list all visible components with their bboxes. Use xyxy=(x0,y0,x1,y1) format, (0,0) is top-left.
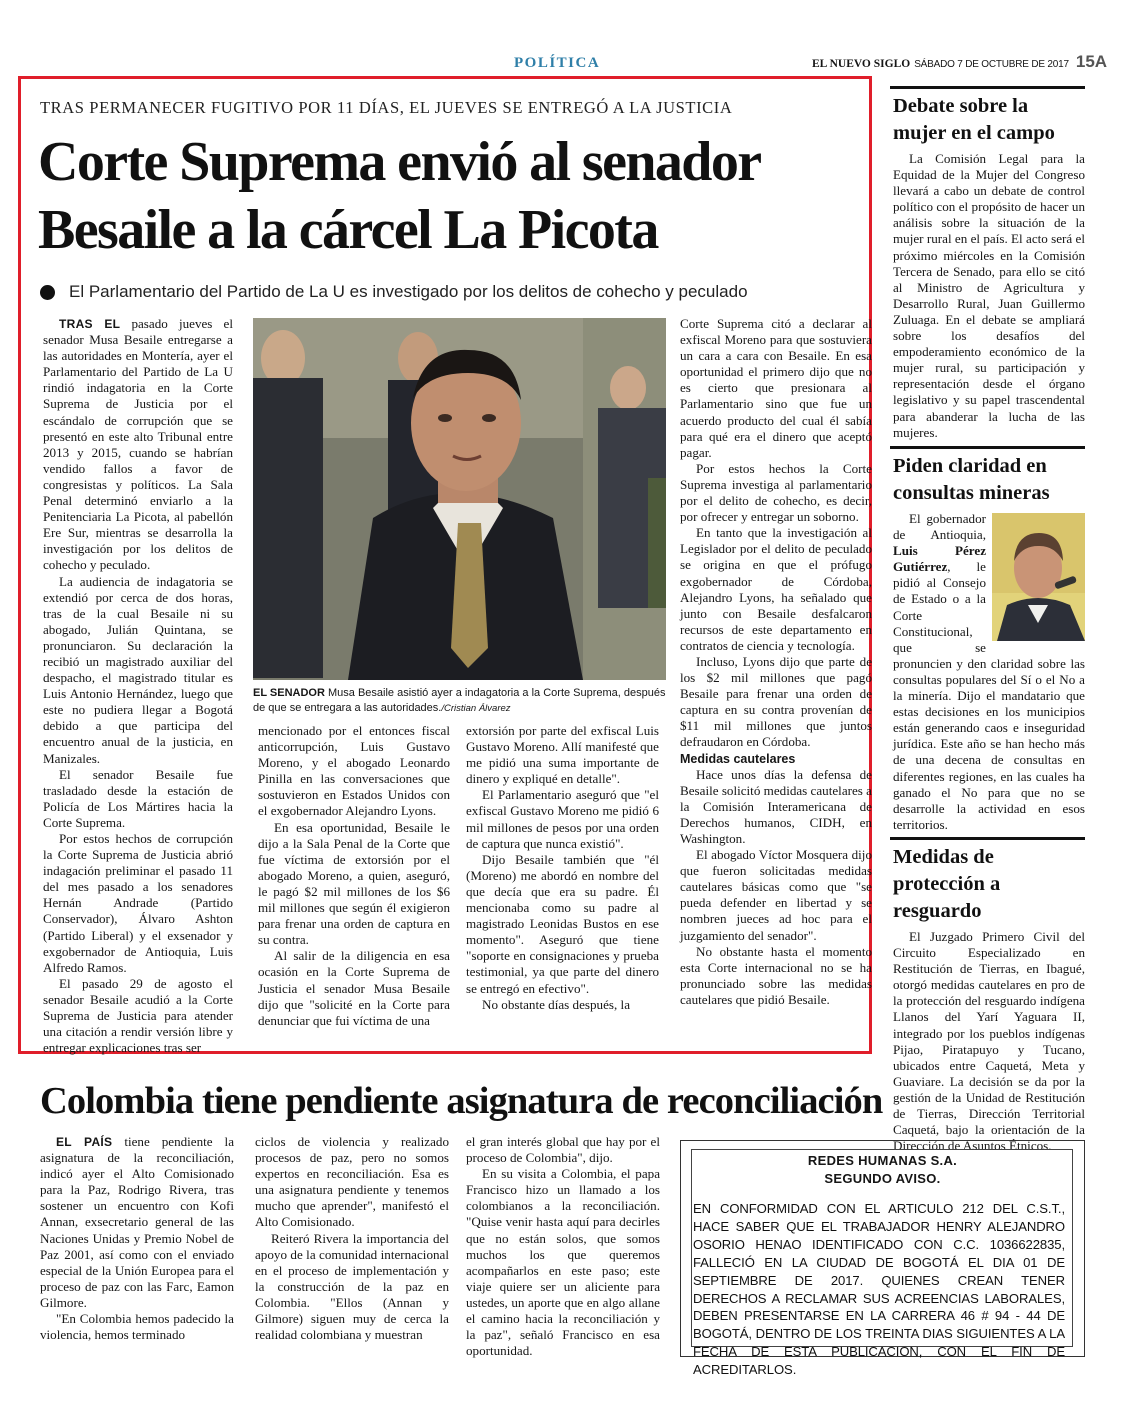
article-lead-in: EL PAÍS xyxy=(56,1135,113,1149)
page-number: 15A xyxy=(1075,52,1108,71)
article-paragraph: En esa oportunidad, Besaile le dijo a la Sala Penal de la Corte que fue víctima de extorsión por el abogado Moreno, a quien, aseguró, le pagó $2 mil millones de los $6 mil millones que según él exigieron para frenar una orden de captura en su contra. xyxy=(258,819,450,948)
sidebar-story-mining xyxy=(893,453,1085,833)
article-paragraph: No obstante días después, la xyxy=(482,996,631,1012)
article-paragraph: el gran interés global que hay por el proceso de Colombia", dijo. xyxy=(466,1134,660,1166)
article-column-3 xyxy=(466,723,659,1013)
article-paragraph: ciclos de violencia y realizado procesos de paz, pero no somos expertos en reconciliación. Esa es una asignatura pendiente y tenemos mucho que aprender", manifestó el Alto Comisionado. xyxy=(255,1134,449,1230)
deck-text: El Parlamentario del Partido de La U es investigado por los delitos de cohecho y peculado xyxy=(69,282,748,301)
sidebar-story-debate xyxy=(893,93,1085,441)
photo-governor-illustration xyxy=(992,513,1085,641)
article-deck xyxy=(40,282,748,302)
article-paragraph: extorsión por parte del exfiscal Luis Gustavo Moreno. Allí manifesté que me pidió una suma importante de dinero y expliqué en detalle". xyxy=(466,723,659,787)
article-paragraph: Dijo Besaile también que "él (Moreno) me abordó en nombre del que decía que era su padre. Él mencionaba como su padre al magistrado Leonidas Bustos en ese momento". Aseguró que tiene "soporte en consignaciones y prueba testimonial, ya que parte del dinero se entregó en efectivo". xyxy=(466,851,659,996)
article-paragraph: Al salir de la diligencia en esa ocasión en la Corte Suprema de Justicia el senador Musa Besaile dijo que "solicité en la Corte para denunciar que fui víctima de una xyxy=(258,948,450,1028)
sidebar-rule xyxy=(890,446,1085,449)
article-paragraph: No obstante hasta el momento esta Corte internacional no se ha pronunciado sobre las medidas cautelares que pidió Besaile. xyxy=(680,943,872,1007)
article-paragraph: En su visita a Colombia, el papa Francisco hizo un llamado a los colombianos a la reconciliación. "Quise venir hasta aquí para decirles que no están solos, que somos muchos los que queremos acompañarlos en este paso; este viaje quiere ser un aliciente para ustedes, un aporte que en algo allane el camino hacia la reconciliación y la paz", señaló Francisco en esa oportunidad. xyxy=(466,1166,660,1359)
sidebar-rule xyxy=(890,837,1085,840)
article-paragraph: Incluso, Lyons dijo que parte de los $2 mil millones que pagó Besaile para frenar una orden de captura en su contra provenían de $11 mil millones que juntos defraudaron en Córdoba. xyxy=(680,653,872,750)
photo-senator-illustration xyxy=(253,318,666,680)
sidebar-story-title: Medidas de protección a resguardo xyxy=(893,846,1001,922)
sidebar-rule xyxy=(890,86,1085,89)
article-lead-in: TRAS EL xyxy=(59,317,121,331)
article-column-1 xyxy=(43,316,233,1056)
article-column-2 xyxy=(258,723,450,1029)
notice-title-1: REDES HUMANAS S.A. xyxy=(807,1153,958,1168)
section-label: POLÍTICA xyxy=(514,55,601,71)
article-paragraph: Por estos hechos la Corte Suprema investiga al parlamentario por el delito de cohecho, es decir, por ofrecer y entregar un soborno. xyxy=(680,460,872,525)
article-paragraph: En tanto que la investigación al Legislador por el delito de peculado se origina en que el prófugo exgobernador de Córdoba, Alejandro Lyons, ha señalado que junto con Besaile desfalcaron recursos de este departamento en contratos de ciencia y tecnología. xyxy=(680,525,872,653)
second-article-headline: Colombia tiene pendiente asignatura de reconciliación xyxy=(40,1080,883,1122)
article-kicker: TRAS PERMANECER FUGITIVO POR 11 DÍAS, EL JUEVES SE ENTREGÓ A LA JUSTICIA xyxy=(40,98,733,117)
article-headline xyxy=(38,128,761,264)
sidebar-story-title: Piden claridad en consultas mineras xyxy=(893,455,1050,504)
article-column-4 xyxy=(680,316,872,1008)
article-paragraph: mencionado por el entonces fiscal anticorrupción, Luis Gustavo Moreno, y el abogado Leonardo Pinilla en las conversaciones que sostuvieron en Estados Unidos con el exgobernador Alejandro Lyons. xyxy=(258,723,450,819)
sidebar-story-body: El gobernador de Antioquia, Luis Pérez Gutiérrez, le pidió al Consejo de Estado o a la Corte Constitucional, que se pronuncien y den claridad sobre las consultas populares del Sí o el No a la minería. Dijo el mandatario que estas decisiones en los municipios están generando caos e inseguridad jurídica. Este año se han hecho más de una decena de consultas en diferentes regiones, en las cuales ha ganado el No para que no se desarrolle la actividad en esos territorios. xyxy=(893,511,1085,832)
article-paragraph: Hace unos días la defensa de Besaile solicitó medidas cautelares a la Comisión Interamericana de Derechos humanos, CIDH, en Washington. xyxy=(680,766,872,846)
article-paragraph: El Parlamentario aseguró que "el exfiscal Gustavo Moreno me pidió 6 mil millones de pesos por una orden de captura que nunca existió". xyxy=(466,787,659,851)
article-paragraph: EL PAÍS tiene pendiente la asignatura de la reconciliación, indicó ayer el Alto Comisionado para la Paz, Rodrigo Rivera, tras sostener un encuentro con Kofi Annan, exsecretario general de las Naciones Unidas y Premio Nobel de Paz 2001, así como con el enviado especial de la Unión Europea para el proceso de paz con las Farc, Eamon Gilmore. xyxy=(40,1134,235,1310)
newspaper-name: EL NUEVO SIGLO xyxy=(812,58,911,70)
photo-credit: /Cristian Álvarez xyxy=(441,702,511,714)
caption-text: Musa Besaile asistió ayer a indagatoria a la Corte Suprema, después de que se entregara a las autoridades. xyxy=(253,687,666,714)
bullet-dot-icon xyxy=(40,285,55,300)
article-paragraph: "En Colombia hemos padecido la violencia, hemos terminado xyxy=(40,1311,234,1343)
article-paragraph: El pasado 29 de agosto el senador Besaile acudió a la Corte Suprema de Justicia para atender una citación a rendir versión libre y entregar explicaciones tras ser xyxy=(43,975,233,1056)
masthead-line xyxy=(812,52,1107,72)
article-paragraph: Corte Suprema citó a declarar al exfiscal Moreno para que sostuviera un cara a cara con Besaile. En esa oportunidad el primero dijo que no es cierto que presionara al Parlamentario sino que fue un acuerdo producto del cual él sabía para qué era el dinero que aceptó pagar. xyxy=(680,316,872,460)
article-paragraph: El senador Besaile fue trasladado desde la estación de Policía de Los Mártires hacia la Corte Suprema. xyxy=(43,766,233,830)
article-paragraph: El abogado Víctor Mosquera dijo que fueron solicitadas medidas cautelares básicas como que "se pueda defender en libertad y se nombren jueces ad hoc para el juzgamiento del senador". xyxy=(680,847,872,943)
legal-notice-box xyxy=(680,1140,1085,1378)
caption-lead: EL SENADOR xyxy=(253,687,325,699)
article-paragraph: Reiteró Rivera la importancia del apoyo de la comunidad internacional en el proceso de implementación y la construcción de la paz en Colombia. "Ellos (Annan y Gilmore) siguen muy de cerca la realidad colombiana y muestran xyxy=(255,1230,449,1343)
headline-line-1: Corte Suprema envió al senador xyxy=(38,131,761,193)
sidebar-story-resguardo xyxy=(893,844,1085,1154)
second-article-column-1 xyxy=(40,1134,234,1343)
article-subhead: Medidas cautelares xyxy=(680,751,796,766)
issue-date: SÁBADO 7 DE OCTUBRE DE 2017 xyxy=(914,59,1069,70)
second-article-column-2 xyxy=(255,1134,449,1343)
governor-name: Luis Pérez Gutiérrez xyxy=(893,543,986,575)
photo-caption xyxy=(253,686,666,716)
sidebar-story-body: La Comisión Legal para la Equidad de la Mujer del Congreso llevará a cabo un debate de control político con el propósito de hacer un análisis sobre la situación de la mujer rural en el país. El acto será el próximo miércoles en la Comisión Tercera de Senado, para ello se citó al Ministro de Agricultura y Desarrollo Rural, Juan Guillermo Zuluaga. En el debate se ampliará sobre los desafíos del empoderamiento económico de la mujer rural, su participación y representación desde el órgano legislativo y su papel trascendental para abanderar la lucha de las mujeres. xyxy=(893,151,1085,440)
notice-title-2: SEGUNDO AVISO. xyxy=(824,1171,941,1186)
sidebar-story-body: El Juzgado Primero Civil del Circuito Especializado en Restitución de Tierras, en Ibagué, otorgó medidas cautelares en pro de la protección del resguardo indígena Llanos del Yarí Yaguara II, integrado por los pueblos indígenas Pijao, Piratapuyo y Tucano, ubicados entre Caquetá, Meta y Guaviare. La decisión se da por la gestión de la Unidad de Restitución de Tierras, Dirección Territorial Caquetá, bajo la orientación de la Dirección de Asuntos Étnicos. xyxy=(893,929,1085,1154)
sidebar-story-title: Debate sobre la mujer en el campo xyxy=(893,95,1055,144)
headline-line-2: Besaile a la cárcel La Picota xyxy=(38,199,658,261)
photo-governor-icon xyxy=(992,513,1085,641)
photo-senator-icon xyxy=(253,318,666,680)
second-article-column-3 xyxy=(466,1134,660,1359)
notice-body: EN CONFORMIDAD CON EL ARTICULO 212 DEL C.S.T., HACE SABER QUE EL TRABAJADOR HENRY ALEJANDRO OSORIO HENAO IDENTIFICADO CON C.C. 1036622835, FALLECIÓ EN LA CIUDAD DE BOGOTÁ EL DIA 01 DE SEPTIEMBRE DE 2017. QUIENES CREAN TENER DERECHOS A RECLAMAR SUS ACREENCIAS LABORALES, DEBEN PRESENTARSE EN LA CARRERA 46 # 94 - 44 DE BOGOTÁ, DENTRO DE LOS TREINTA DIAS SIGUIENTES A LA FECHA DE ESTA PUBLICACION, CON EL FIN DE ACREDITARLOS. xyxy=(693,1201,1065,1378)
article-paragraph: Por estos hechos de corrupción la Corte Suprema de Justicia abrió indagación preliminar el pasado 11 del mes pasado a los senadores Hernán Andrade (Partido Conservador), Álvaro Ashton (Partido Liberal) y el exsenador y exgobernador de Antioquia, Luis Alfredo Ramos. xyxy=(43,831,233,975)
article-paragraph: La audiencia de indagatoria se extendió por cerca de dos horas, tras de la cual Besaile ni su abogado, Julián Quintana, se pronunciaron. Su declaración la recibió un magistrado auxiliar del despacho, el magistrado titular es Luis Antonio Hernández, luego que este no pudiera llegar a Bogotá debido a que participa del encuentro anual de la justicia, en Manizales. xyxy=(43,573,233,766)
article-paragraph: TRAS EL pasado jueves el senador Musa Besaile entregarse a las autoridades en Montería, ayer el Parlamentario del Partido de La U rindió indagatoria en la Corte Suprema de Justicia por el escándalo de corrupción que se presentó en este alto Tribunal entre 2013 y 2015, cuando se habrían vendido fallos a favor de congresistas y políticos. La Sala Penal determinó enviarlo a la Penitenciaria La Picota, al pabellón Ere Sur, mientras se desarrolla la investigación por los delitos de cohecho y peculado. xyxy=(43,316,233,573)
